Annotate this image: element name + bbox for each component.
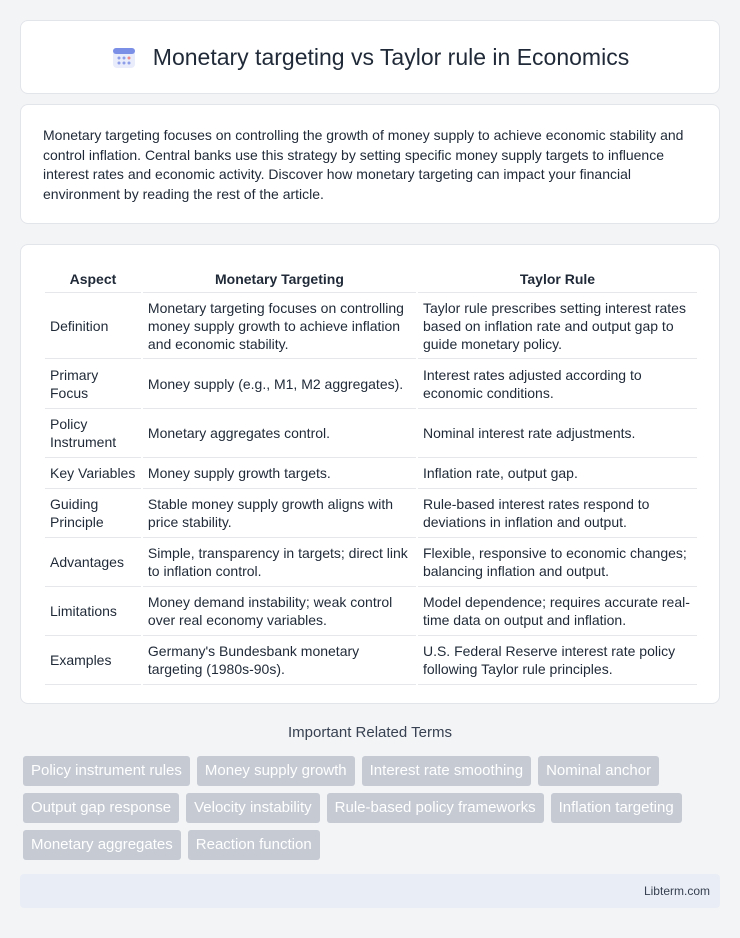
related-term-tag[interactable]: Inflation targeting xyxy=(551,793,682,823)
taylor-rule-cell: Inflation rate, output gap. xyxy=(418,458,697,489)
taylor-rule-cell: Interest rates adjusted according to economic conditions. xyxy=(418,359,697,409)
related-term-tag[interactable]: Policy instrument rules xyxy=(23,756,190,786)
table-row xyxy=(45,489,697,538)
related-term-tag[interactable]: Money supply growth xyxy=(197,756,355,786)
aspect-cell: Examples xyxy=(45,636,141,685)
comparison-table-card xyxy=(20,244,720,704)
table-header-row xyxy=(45,265,697,293)
taylor-rule-cell: Taylor rule prescribes setting interest rates based on inflation rate and output gap to guide monetary policy. xyxy=(418,293,697,359)
monetary-targeting-cell: Money demand instability; weak control over real economy variables. xyxy=(143,587,416,636)
table-row xyxy=(45,538,697,587)
table-row xyxy=(45,409,697,458)
related-terms-title: Important Related Terms xyxy=(288,724,452,741)
related-term-tag[interactable]: Interest rate smoothing xyxy=(362,756,531,786)
aspect-cell: Definition xyxy=(45,293,141,359)
monetary-targeting-cell: Money supply growth targets. xyxy=(143,458,416,489)
header-card xyxy=(20,20,720,94)
monetary-targeting-cell: Germany's Bundesbank monetary targeting (1980s-90s). xyxy=(143,636,416,685)
related-term-tag[interactable]: Monetary aggregates xyxy=(23,830,181,860)
monetary-targeting-cell: Money supply (e.g., M1, M2 aggregates). xyxy=(143,359,416,409)
monetary-targeting-cell: Simple, transparency in targets; direct link to inflation control. xyxy=(143,538,416,587)
table-row xyxy=(45,359,697,409)
aspect-cell: Guiding Principle xyxy=(45,489,141,538)
aspect-cell: Advantages xyxy=(45,538,141,587)
monetary-targeting-cell: Stable money supply growth aligns with price stability. xyxy=(143,489,416,538)
column-header-taylor-rule: Taylor Rule xyxy=(418,265,697,293)
footer-brand-link[interactable]: Libterm.com xyxy=(643,884,710,898)
related-terms-list xyxy=(23,756,723,860)
related-term-tag[interactable]: Velocity instability xyxy=(186,793,320,823)
related-term-tag[interactable]: Output gap response xyxy=(23,793,179,823)
taylor-rule-cell: Rule-based interest rates respond to deviations in inflation and output. xyxy=(418,489,697,538)
calendar-icon xyxy=(111,44,137,70)
page-title: Monetary targeting vs Taylor rule in Economics xyxy=(152,43,630,70)
related-term-tag[interactable]: Rule-based policy frameworks xyxy=(327,793,544,823)
related-term-tag[interactable]: Nominal anchor xyxy=(538,756,659,786)
intro-card xyxy=(20,104,720,224)
related-term-tag[interactable]: Reaction function xyxy=(188,830,320,860)
column-header-monetary-targeting: Monetary Targeting xyxy=(143,265,416,293)
taylor-rule-cell: Model dependence; requires accurate real-time data on output and inflation. xyxy=(418,587,697,636)
table-row xyxy=(45,587,697,636)
taylor-rule-cell: U.S. Federal Reserve interest rate policy following Taylor rule principles. xyxy=(418,636,697,685)
taylor-rule-cell: Nominal interest rate adjustments. xyxy=(418,409,697,458)
table-row xyxy=(45,293,697,359)
intro-text: Monetary targeting focuses on controlling the growth of money supply to achieve economic stability and control inflation. Central banks use this strategy by setting specific money supply targets to influence interest rates and economic activity. Discover how monetary targeting can impact your financial environment by reading the rest of the article. xyxy=(43,127,684,202)
aspect-cell: Limitations xyxy=(45,587,141,636)
monetary-targeting-cell: Monetary targeting focuses on controlling money supply growth to achieve inflation and economic stability. xyxy=(143,293,416,359)
aspect-cell: Policy Instrument xyxy=(45,409,141,458)
table-row xyxy=(45,458,697,489)
comparison-table xyxy=(43,265,699,685)
aspect-cell: Primary Focus xyxy=(45,359,141,409)
footer xyxy=(20,874,720,908)
column-header-aspect: Aspect xyxy=(45,265,141,293)
monetary-targeting-cell: Monetary aggregates control. xyxy=(143,409,416,458)
table-row xyxy=(45,636,697,685)
aspect-cell: Key Variables xyxy=(45,458,141,489)
taylor-rule-cell: Flexible, responsive to economic changes; balancing inflation and output. xyxy=(418,538,697,587)
